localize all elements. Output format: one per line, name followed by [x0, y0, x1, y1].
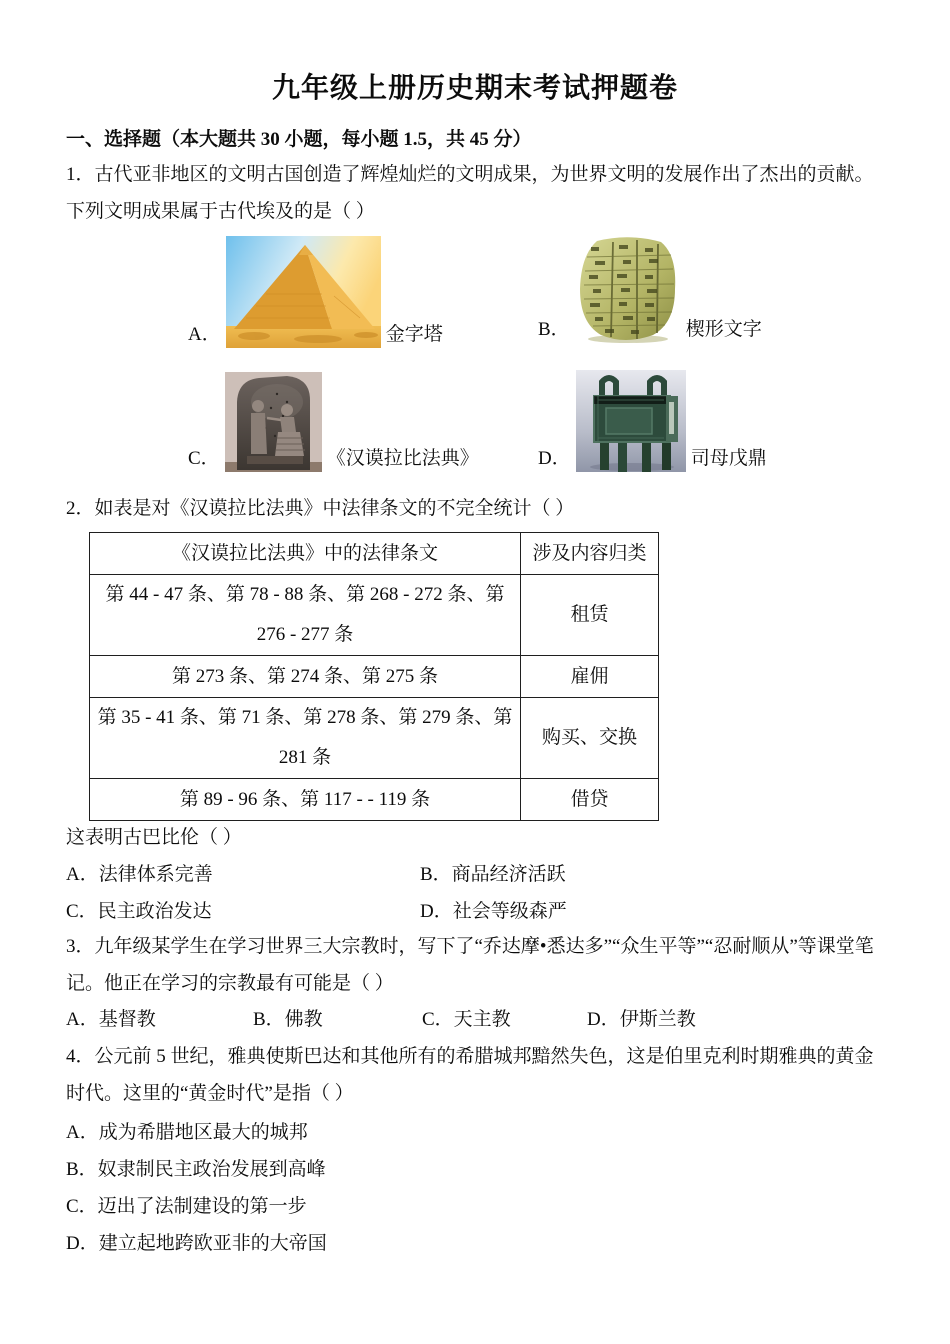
q1-option-c: [188, 372, 479, 472]
table-cell-category: 借贷: [521, 779, 659, 821]
q2-stem: 2．如表是对《汉谟拉比法典》中法律条文的不完全统计（ ）: [66, 498, 575, 519]
q2-option-c: C．民主政治发达: [66, 901, 212, 922]
q1-stem-line1: 1．古代亚非地区的文明古国创造了辉煌灿烂的文明成果，为世界文明的发展作出了杰出的贡献。: [66, 164, 874, 185]
option-b-label: B．: [538, 319, 570, 340]
q4-stem-line1: 4．公元前 5 世纪，雅典使斯巴达和其他所有的希腊城邦黯然失色，这是伯里克利时期雅典的黄金: [66, 1046, 874, 1067]
option-d-label: D．: [538, 448, 571, 469]
option-b-caption: 楔形文字: [685, 319, 762, 340]
table-header-row: [90, 533, 659, 575]
option-c-caption: 《汉谟拉比法典》: [326, 448, 479, 469]
table-row: [90, 656, 659, 698]
q2-option-b: B．商品经济活跃: [420, 864, 566, 885]
q4-option-c: C．迈出了法制建设的第一步: [66, 1196, 307, 1217]
table-row: [90, 698, 659, 779]
q4-stem-line2: 时代。这里的“黄金时代”是指（ ）: [66, 1083, 354, 1104]
q3-stem-line1: 3．九年级某学生在学习世界三大宗教时，写下了“乔达摩•悉达多”“众生平等”“忍耐顺从”等课堂笔: [66, 936, 874, 957]
q2-followup: 这表明古巴比伦（ ）: [66, 827, 242, 848]
q4-option-d: D．建立起地跨欧亚非的大帝国: [66, 1233, 327, 1254]
simuwu-ding-image: [576, 370, 686, 472]
table-row: [90, 779, 659, 821]
q2-option-d: D．社会等级森严: [420, 901, 567, 922]
q3-option-c: C．天主教: [422, 1009, 511, 1030]
q3-option-d: D．伊斯兰教: [587, 1009, 696, 1030]
table-cell-category: 租赁: [521, 575, 659, 656]
pyramid-image: [226, 236, 381, 348]
hammurabi-stele-image: [225, 372, 322, 472]
table-cell-category: 购买、交换: [521, 698, 659, 779]
table-header-articles: 《汉谟拉比法典》中的法律条文: [90, 533, 521, 575]
q2-law-table: [89, 532, 659, 821]
table-cell-articles: 第 44 - 47 条、第 78 - 88 条、第 268 - 272 条、第 276 - 277 条: [90, 575, 521, 656]
page-title: 九年级上册历史期末考试押题卷: [271, 73, 678, 104]
q4-option-a: A．成为希腊地区最大的城邦: [66, 1122, 308, 1143]
q1-option-a: [188, 236, 443, 348]
q4-option-b: B．奴隶制民主政治发展到高峰: [66, 1159, 326, 1180]
table-header-category: 涉及内容归类: [521, 533, 659, 575]
table-cell-articles: 第 89 - 96 条、第 117 - - 119 条: [90, 779, 521, 821]
table-cell-articles: 第 35 - 41 条、第 71 条、第 278 条、第 279 条、第 281 条: [90, 698, 521, 779]
table-cell-category: 雇佣: [521, 656, 659, 698]
q2-option-a: A．法律体系完善: [66, 864, 213, 885]
table-row: [90, 575, 659, 656]
q3-option-a: A．基督教: [66, 1009, 156, 1030]
section-heading: 一、选择题（本大题共 30 小题，每小题 1.5，共 45 分）: [66, 129, 532, 150]
option-a-caption: 金字塔: [385, 324, 443, 345]
table-cell-articles: 第 273 条、第 274 条、第 275 条: [90, 656, 521, 698]
q1-option-b: [538, 235, 762, 343]
q1-option-d: [538, 370, 767, 472]
cuneiform-tablet-image: [575, 235, 681, 343]
option-c-label: C．: [188, 448, 220, 469]
q1-stem-line2: 下列文明成果属于古代埃及的是（ ）: [66, 201, 375, 222]
option-d-caption: 司母戊鼎: [690, 448, 767, 469]
option-a-label: A．: [188, 324, 221, 345]
q3-option-b: B．佛教: [253, 1009, 323, 1030]
q3-stem-line2: 记。他正在学习的宗教最有可能是（ ）: [66, 973, 394, 994]
